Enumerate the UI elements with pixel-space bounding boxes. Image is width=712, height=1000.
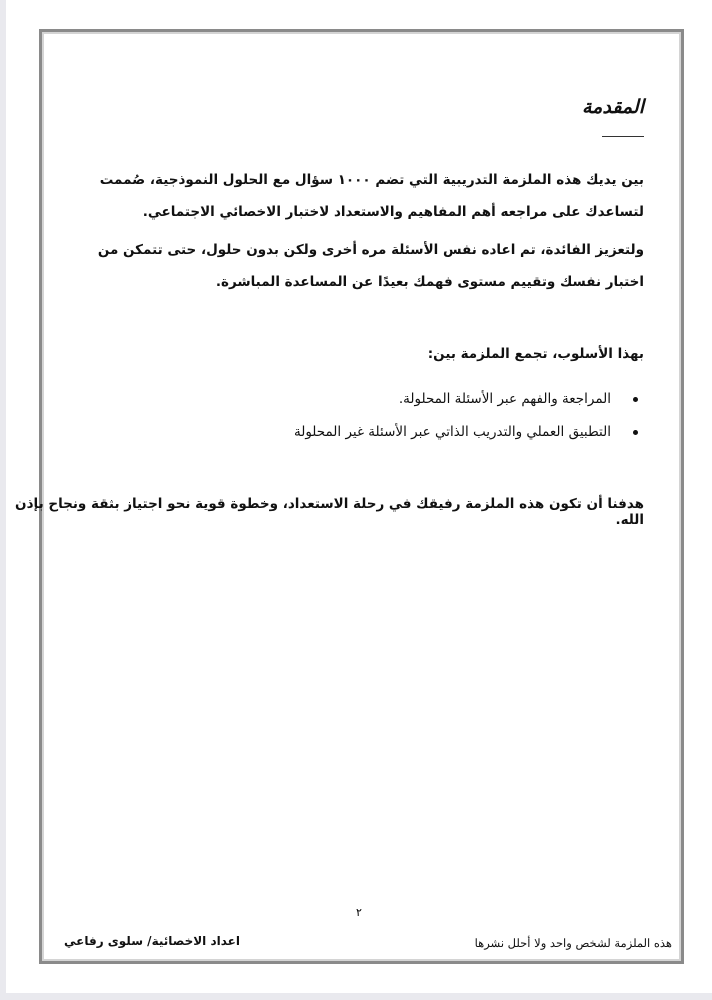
footer-notice: هذه الملزمة لشخص واحد ولا أحلل نشرها <box>474 936 672 950</box>
list-item: التطبيق العملي والتدريب الذاتي عبر الأسئلة غير المحلولة <box>294 416 644 449</box>
heading-underline <box>602 136 644 137</box>
page-heading: المقدمة <box>581 96 644 118</box>
benefit-paragraph: ولتعزيز الفائدة، تم اعاده نفس الأسئلة مره أخرى ولكن بدون حلول، حتى تتمكن من اختبار نفسك وتقييم مستوى فهمك بعيدًا عن المساعدة المباشرة. <box>97 242 644 290</box>
bullet-icon <box>633 397 638 402</box>
list-item: المراجعة والفهم عبر الأسئلة المحلولة. <box>294 383 644 416</box>
bullet-list <box>294 383 644 449</box>
document-page <box>6 0 712 993</box>
list-lead: بهذا الأسلوب، تجمع الملزمة بين: <box>427 346 644 362</box>
footer-author: اعداد الاخصائية/ سلوى رفاعي <box>64 934 240 948</box>
bullet-icon <box>633 430 638 435</box>
intro-paragraph: بين يديك هذه الملزمة التدريبية التي تضم ١٠٠٠ سؤال مع الحلول النموذجية، صُممت لتساعدك على مراجعه أهم المفاهيم والاستعداد لاختبار الاخصائي الاجتماعي. <box>99 172 644 220</box>
closing-paragraph: هدفنا أن تكون هذه الملزمة رفيقك في رحلة الاستعداد، وخطوة قوية نحو اجتياز بثقة ونجاح بإذن الله. <box>15 496 644 528</box>
page-number: ٢ <box>356 906 362 919</box>
